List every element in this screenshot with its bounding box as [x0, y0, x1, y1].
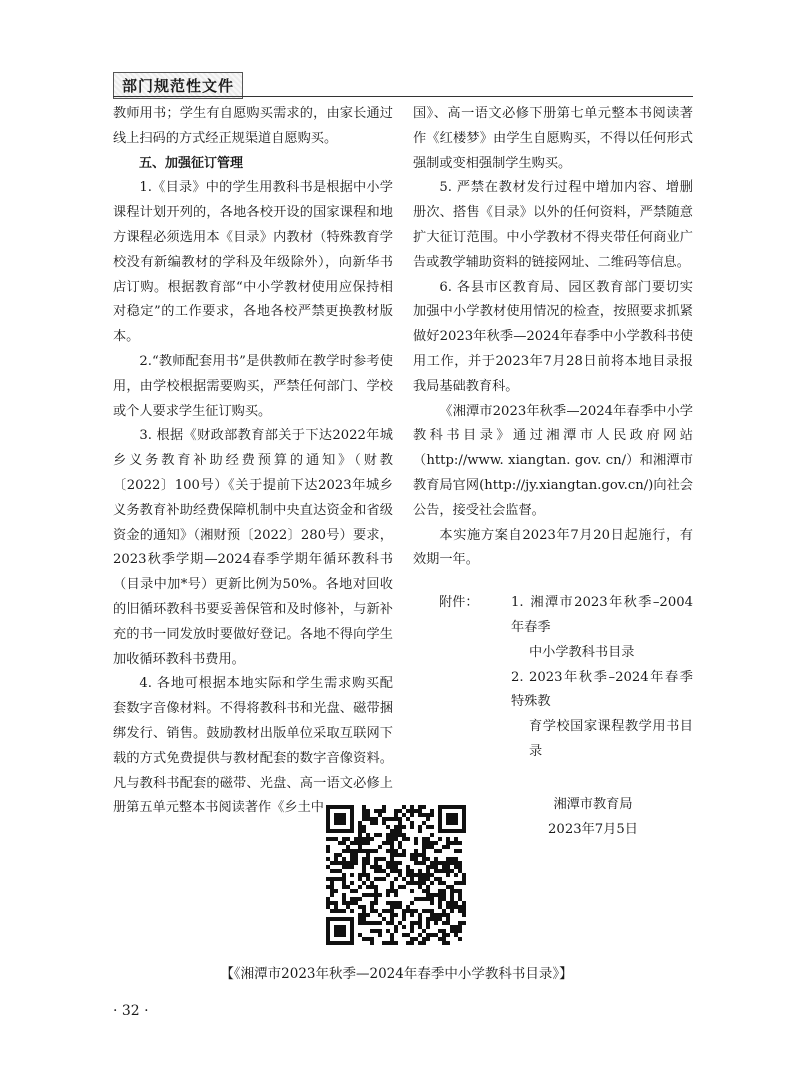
attachment-2-line1: 2023年秋季–2024年春季特殊教: [511, 669, 693, 710]
right-column: [413, 102, 693, 842]
paragraph-continuation: 教师用书；学生有自愿购买需求的，由家长通过线上扫码的方式经正规渠道自愿购买。: [113, 106, 393, 146]
paragraph-2: 2.“教师配套用书”是供教师在教学时参考使用，由学校根据需要购买，严禁任何部门、学校或个人要求学生征订购买。: [113, 353, 393, 419]
section-tag: 部门规范性文件: [113, 72, 243, 99]
left-column: [113, 102, 393, 821]
qr-code[interactable]: [326, 805, 466, 945]
paragraph-4: 4. 各地可根据本地实际和学生需求购买配套数字音像材料。不得将教科书和光盘、磁带捆绑发行、销售。鼓励教材出版单位采取互联网下载的方式免费提供与教材配套的数字音像资料。凡与教科书配套的磁带、光盘、高一语文必修上册第五单元整本书阅读著作《乡土中: [113, 676, 393, 816]
paragraph-continuation-right: 国》、高一语文必修下册第七单元整本书阅读著作《红楼梦》由学生自愿购买，不得以任何形式强制或变相强制学生购买。: [413, 106, 693, 171]
attachment-2-number: 2.: [511, 669, 524, 685]
paragraph-5: 5. 严禁在教材发行过程中增加内容、增删册次、搭售《目录》以外的任何资料，严禁随意扩大征订范围。中小学教材不得夹带任何商业广告或教学辅助资料的链接网址、二维码等信息。: [413, 180, 693, 270]
paragraph-8: 本实施方案自2023年7月20日起施行，有效期一年。: [413, 527, 693, 568]
header-rule: [113, 96, 693, 97]
page-number: · 32 ·: [113, 1003, 149, 1019]
paragraph-7: 《湘潭市2023年秋季—2024年春季中小学教科书目录》通过湘潭市人民政府网站（http://www. xiangtan. gov. cn/）和湘潭市教育局官网(http://jy.xiangtan.gov.cn/)向社会公告，接受社会监督。: [413, 403, 693, 518]
signature-org: 湘潭市教育局: [553, 796, 633, 812]
attachments-label: 附件：: [439, 595, 479, 611]
paragraph-3: 3. 根据《财政部教育部关于下达2022年城乡义务教育补助经费预算的通知》（财教〔2022〕100号）《关于提前下达2023年城乡义务教育补助经费保障机制中央直达资金和省级资金的通知》（湘财预〔2022〕280号）要求，2023秋季学期—2024春季学期年循环教科书（目录中加*号）更新比例为50%。各地对回收的旧循环教科书要妥善保管和及时修补，与新补充的书一同发放时要做好登记。各地不得向学生加收循环教科书费用。: [113, 428, 393, 667]
attachment-1-line1: 湘潭市2023年秋季–2004年春季: [511, 595, 693, 635]
attachment-1-number: 1.: [511, 595, 524, 611]
attachment-2-line2: 育学校国家课程教学用书目录: [529, 719, 693, 759]
attachments: [413, 591, 693, 765]
signature-date: 2023年7月5日: [548, 821, 638, 837]
qr-caption: 【《湘潭市2023年秋季—2024年春季中小学教科书目录》】: [220, 966, 573, 982]
paragraph-1: 1.《目录》中的学生用教科书是根据中小学课程计划开列的，各地各校开设的国家课程和地方课程必须选用本《目录》内教材（特殊教育学校没有新编教材的学科及年级除外），向新华书店订购。根据教育部“中小学教材使用应保持相对稳定”的工作要求，各地各校严禁更换教材版本。: [113, 180, 393, 345]
attachment-1-line2: 中小学教科书目录: [529, 644, 635, 660]
section-heading-5: 五、加强征订管理: [139, 155, 244, 171]
paragraph-6: 6. 各县市区教育局、园区教育部门要切实加强中小学教材使用情况的检查，按照要求抓紧做好2023年秋季—2024年春季中小学教科书使用工作，并于2023年7月28日前将本地目录报我局基础教育科。: [413, 279, 693, 394]
